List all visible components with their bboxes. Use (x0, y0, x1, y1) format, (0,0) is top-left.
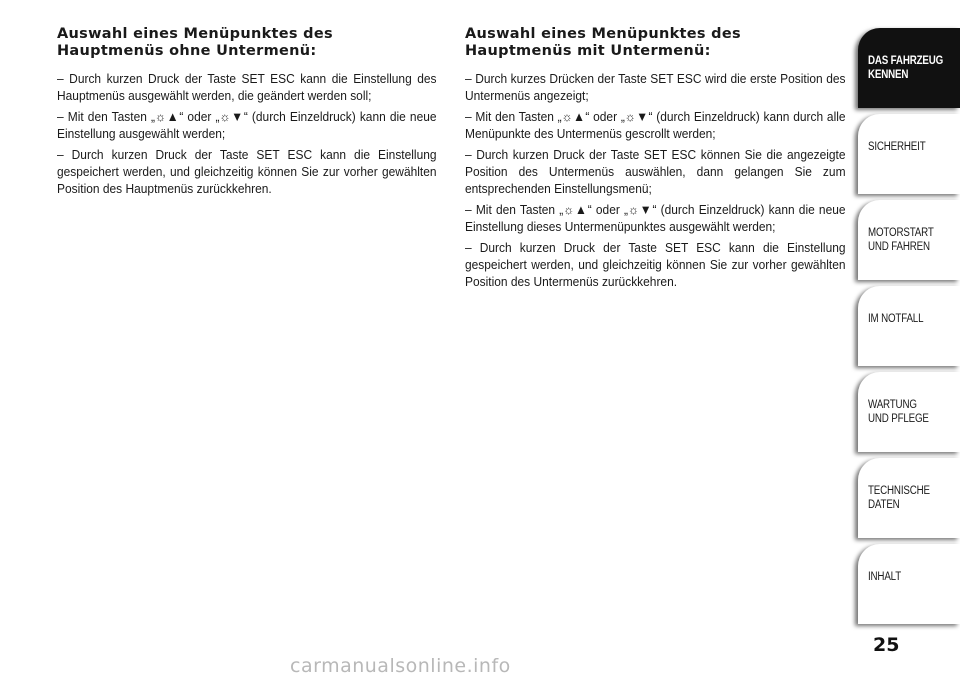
paragraph: – Mit den Tasten „☼▲“ oder „☼▼“ (durch Einzeldruck) kann durch alle Menüpunkte des Untermenüs gescrollt werden; (465, 109, 846, 141)
right-column (465, 26, 848, 294)
left-column (57, 26, 439, 201)
tab-label: MOTORSTART UND FAHREN (868, 227, 934, 253)
section-heading: Auswahl eines Menüpunktes des Hauptmenüs mit Untermenü: (465, 26, 741, 59)
tab-technische-daten[interactable] (858, 458, 960, 538)
tab-sicherheit[interactable] (858, 114, 960, 194)
tab-label: DAS FAHRZEUG KENNEN (868, 55, 944, 81)
paragraph: – Durch kurzen Druck der Taste SET ESC kann die Einstellung des Hauptmenüs ausgewählt werden, die geändert werden soll; (57, 71, 437, 103)
tab-das-fahrzeug-kennen[interactable] (858, 28, 960, 108)
tab-motorstart-und-fahren[interactable] (858, 200, 960, 280)
section-heading: Auswahl eines Menüpunktes des Hauptmenüs ohne Untermenü: (57, 26, 333, 59)
tab-label: SICHERHEIT (868, 141, 926, 153)
chapter-tabs (858, 28, 960, 630)
paragraph: – Durch kurzes Drücken der Taste SET ESC wird die erste Position des Untermenüs angezeigt; (465, 71, 846, 103)
tab-wartung-und-pflege[interactable] (858, 372, 960, 452)
paragraph: – Mit den Tasten „☼▲“ oder „☼▼“ (durch Einzeldruck) kann die neue Einstellung ausgewählt werden; (57, 109, 437, 141)
page-number: 25 (873, 634, 900, 656)
paragraph: – Durch kurzen Druck der Taste SET ESC kann die Einstellung gespeichert werden, und gleichzeitig können Sie zur vorher gewählten Position des Hauptmenüs zurückkehren. (57, 147, 437, 196)
tab-inhalt[interactable] (858, 544, 960, 624)
tab-im-notfall[interactable] (858, 286, 960, 366)
tab-label: INHALT (868, 571, 902, 583)
watermark: carmanualsonline.info (290, 655, 511, 677)
paragraph: – Durch kurzen Druck der Taste SET ESC können Sie die angezeigte Position des Untermenüs auswählen, dann gelangen Sie zum entsprechenden Einstellungsmenü; (465, 147, 846, 196)
tab-label: TECHNISCHE DATEN (868, 485, 930, 511)
paragraph: – Mit den Tasten „☼▲“ oder „☼▼“ (durch Einzeldruck) kann die neue Einstellung dieses Untermenüpunktes ausgewählt werden; (465, 202, 846, 234)
tab-label: WARTUNG UND PFLEGE (868, 399, 929, 425)
paragraph: – Durch kurzen Druck der Taste SET ESC kann die Einstellung gespeichert werden, und gleichzeitig können Sie zur vorher gewählten Position des Untermenüs zurückkehren. (465, 240, 846, 289)
tab-label: IM NOTFALL (868, 313, 924, 325)
